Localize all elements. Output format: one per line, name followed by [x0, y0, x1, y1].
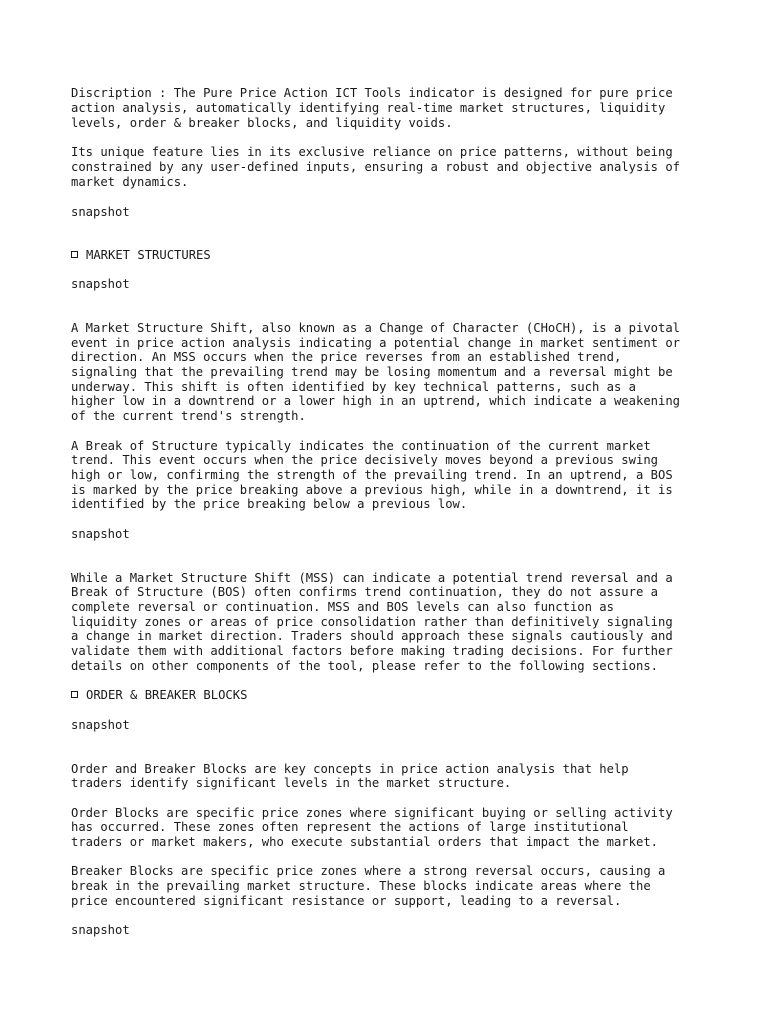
section-heading-text: MARKET STRUCTURES	[86, 248, 211, 262]
text-line: traders identify significant levels in the market structure.	[71, 776, 512, 790]
text-line: Order Blocks are specific price zones where significant buying or selling activity	[71, 806, 673, 820]
text-line: Break of Structure (BOS) often confirms trend continuation, they do not assure a	[71, 585, 658, 599]
text-line: identified by the price breaking below a previous low.	[71, 497, 468, 511]
text-line: details on other components of the tool, please refer to the following sections.	[71, 659, 658, 673]
snapshot-label: snapshot	[71, 277, 130, 291]
square-bullet-icon	[71, 691, 78, 698]
text-line: is marked by the price breaking above a previous high, while in a downtrend, it is	[71, 483, 673, 497]
text-line: complete reversal or continuation. MSS and BOS levels can also function as	[71, 600, 614, 614]
square-bullet-icon	[71, 251, 78, 258]
section-heading-market-structures	[71, 248, 211, 263]
text-line: trend. This event occurs when the price decisively moves beyond a previous swing	[71, 453, 658, 467]
section-heading-text: ORDER & BREAKER BLOCKS	[86, 688, 248, 702]
snapshot-label: snapshot	[71, 718, 130, 732]
text-line: market dynamics.	[71, 175, 189, 189]
section-heading-order-breaker-blocks	[71, 688, 247, 703]
text-line: underway. This shift is often identified by key technical patterns, such as a	[71, 380, 636, 394]
text-line: a change in market direction. Traders should approach these signals cautiously and	[71, 629, 673, 643]
text-line: constrained by any user-defined inputs, ensuring a robust and objective analysis of	[71, 160, 681, 174]
text-line: break in the prevailing market structure. These blocks indicate areas where the	[71, 879, 651, 893]
text-line: A Market Structure Shift, also known as a Change of Character (CHoCH), is a pivotal	[71, 321, 681, 335]
text-line: levels, order & breaker blocks, and liquidity voids.	[71, 116, 453, 130]
text-line: action analysis, automatically identifying real-time market structures, liquidity	[71, 101, 666, 115]
snapshot-label: snapshot	[71, 527, 130, 541]
text-line: traders or market makers, who execute substantial orders that impact the market.	[71, 835, 658, 849]
text-line: event in price action analysis indicating a potential change in market sentiment or	[71, 336, 681, 350]
text-line: direction. An MSS occurs when the price reverses from an established trend,	[71, 350, 622, 364]
text-line: price encountered significant resistance or support, leading to a reversal.	[71, 894, 622, 908]
text-line: has occurred. These zones often represent the actions of large institutional	[71, 820, 629, 834]
text-line: higher low in a downtrend or a lower high in an uptrend, which indicate a weakening	[71, 394, 681, 408]
text-line: liquidity zones or areas of price consolidation rather than definitively signaling	[71, 615, 673, 629]
text-line: validate them with additional factors before making trading decisions. For further	[71, 644, 673, 658]
text-line: high or low, confirming the strength of the prevailing trend. In an uptrend, a BOS	[71, 468, 673, 482]
text-line: Breaker Blocks are specific price zones where a strong reversal occurs, causing a	[71, 864, 666, 878]
text-line: signaling that the prevailing trend may be losing momentum and a reversal might be	[71, 365, 673, 379]
text-line: While a Market Structure Shift (MSS) can indicate a potential trend reversal and a	[71, 571, 673, 585]
text-line: A Break of Structure typically indicates the continuation of the current market	[71, 439, 651, 453]
snapshot-label: snapshot	[71, 205, 130, 219]
text-line: Order and Breaker Blocks are key concepts in price action analysis that help	[71, 762, 629, 776]
snapshot-label: snapshot	[71, 923, 130, 937]
text-line: of the current trend's strength.	[71, 409, 306, 423]
text-line: Discription : The Pure Price Action ICT Tools indicator is designed for pure price	[71, 86, 673, 100]
text-line: Its unique feature lies in its exclusive reliance on price patterns, without being	[71, 145, 673, 159]
